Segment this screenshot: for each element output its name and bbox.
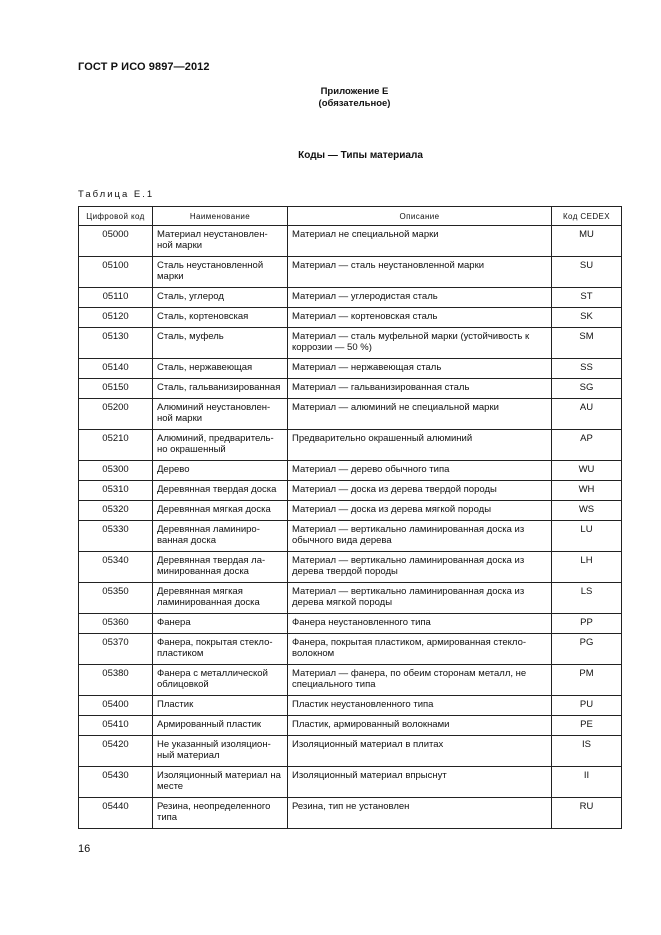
- cell-name: Деревянная мягкая доска: [153, 501, 288, 521]
- cell-description: Фанера, покрытая пластиком, армированная стекло-волокном: [288, 634, 552, 665]
- cell-description: Пластик неустановленного типа: [288, 696, 552, 716]
- cell-cedex: SG: [552, 379, 622, 399]
- cell-description: Материал — вертикально ламинированная доска из дерева твердой породы: [288, 552, 552, 583]
- section-title: Коды — Типы материала: [298, 150, 423, 161]
- cell-code: 05360: [79, 614, 153, 634]
- cell-description: Материал — алюминий не специальной марки: [288, 399, 552, 430]
- cell-description: Материал — доска из дерева мягкой породы: [288, 501, 552, 521]
- cell-code: 05310: [79, 481, 153, 501]
- cell-description: Материал — гальванизированная сталь: [288, 379, 552, 399]
- cell-description: Предварительно окрашенный алюминий: [288, 430, 552, 461]
- cell-name: Не указанный изоляцион-ный материал: [153, 736, 288, 767]
- cell-name: Сталь, гальванизированная: [153, 379, 288, 399]
- cell-description: Материал — дерево обычного типа: [288, 461, 552, 481]
- cell-code: 05320: [79, 501, 153, 521]
- cell-cedex: PP: [552, 614, 622, 634]
- material-codes-table: [78, 206, 622, 829]
- annex-title: Приложение Е: [320, 86, 389, 97]
- table-row: [79, 359, 622, 379]
- document-header-standard: ГОСТ Р ИСО 9897—2012: [78, 61, 210, 73]
- cell-description: Материал — нержавеющая сталь: [288, 359, 552, 379]
- table-row: [79, 798, 622, 829]
- table-row: [79, 736, 622, 767]
- cell-name: Алюминий, предваритель-но окрашенный: [153, 430, 288, 461]
- table-header-row: [79, 207, 622, 226]
- cell-cedex: II: [552, 767, 622, 798]
- cell-cedex: PM: [552, 665, 622, 696]
- table-row: [79, 399, 622, 430]
- cell-name: Армированный пластик: [153, 716, 288, 736]
- cell-cedex: PU: [552, 696, 622, 716]
- table-row: [79, 696, 622, 716]
- cell-code: 05100: [79, 257, 153, 288]
- column-header-description: Описание: [288, 207, 552, 226]
- cell-cedex: PG: [552, 634, 622, 665]
- table-row: [79, 430, 622, 461]
- cell-name: Деревянная твердая ла-минированная доска: [153, 552, 288, 583]
- table-row: [79, 665, 622, 696]
- cell-code: 05350: [79, 583, 153, 614]
- cell-cedex: LH: [552, 552, 622, 583]
- table-row: [79, 379, 622, 399]
- table-body: [79, 226, 622, 829]
- table-row: [79, 716, 622, 736]
- cell-description: Материал — доска из дерева твердой породы: [288, 481, 552, 501]
- annex-heading: [24, 86, 661, 110]
- cell-code: 05410: [79, 716, 153, 736]
- cell-code: 05140: [79, 359, 153, 379]
- cell-description: Материал — углеродистая сталь: [288, 288, 552, 308]
- cell-code: 05130: [79, 328, 153, 359]
- cell-code: 05110: [79, 288, 153, 308]
- cell-name: Сталь, нержавеющая: [153, 359, 288, 379]
- cell-description: Материал — сталь неустановленной марки: [288, 257, 552, 288]
- table-row: [79, 257, 622, 288]
- cell-cedex: SM: [552, 328, 622, 359]
- cell-code: 05200: [79, 399, 153, 430]
- page-number: 16: [78, 843, 91, 855]
- cell-name: Деревянная мягкая ламинированная доска: [153, 583, 288, 614]
- table-row: [79, 583, 622, 614]
- cell-name: Фанера, покрытая стекло-пластиком: [153, 634, 288, 665]
- table-row: [79, 226, 622, 257]
- table-row: [79, 501, 622, 521]
- cell-code: 05000: [79, 226, 153, 257]
- cell-name: Сталь, кортеновская: [153, 308, 288, 328]
- column-header-cedex: Код CEDEX: [552, 207, 622, 226]
- table-row: [79, 461, 622, 481]
- table-row: [79, 308, 622, 328]
- cell-name: Сталь, муфель: [153, 328, 288, 359]
- cell-description: Изоляционный материал впрыснут: [288, 767, 552, 798]
- annex-subtitle: (обязательное): [318, 98, 391, 109]
- cell-cedex: WU: [552, 461, 622, 481]
- cell-name: Изоляционный материал на месте: [153, 767, 288, 798]
- column-header-name: Наименование: [153, 207, 288, 226]
- cell-description: Материал — вертикально ламинированная доска из дерева мягкой породы: [288, 583, 552, 614]
- cell-code: 05420: [79, 736, 153, 767]
- cell-description: Изоляционный материал в плитах: [288, 736, 552, 767]
- cell-code: 05370: [79, 634, 153, 665]
- cell-cedex: PE: [552, 716, 622, 736]
- cell-cedex: LU: [552, 521, 622, 552]
- cell-description: Пластик, армированный волокнами: [288, 716, 552, 736]
- cell-name: Сталь, углерод: [153, 288, 288, 308]
- cell-name: Алюминий неустановлен-ной марки: [153, 399, 288, 430]
- cell-code: 05330: [79, 521, 153, 552]
- cell-name: Материал неустановлен-ной марки: [153, 226, 288, 257]
- cell-code: 05400: [79, 696, 153, 716]
- cell-description: Материал — сталь муфельной марки (устойчивость к коррозии — 50 %): [288, 328, 552, 359]
- cell-name: Фанера с металлической облицовкой: [153, 665, 288, 696]
- cell-cedex: WH: [552, 481, 622, 501]
- cell-code: 05210: [79, 430, 153, 461]
- cell-description: Резина, тип не установлен: [288, 798, 552, 829]
- cell-cedex: MU: [552, 226, 622, 257]
- cell-cedex: ST: [552, 288, 622, 308]
- cell-cedex: LS: [552, 583, 622, 614]
- cell-description: Материал не специальной марки: [288, 226, 552, 257]
- table-row: [79, 481, 622, 501]
- table-row: [79, 767, 622, 798]
- cell-name: Деревянная твердая доска: [153, 481, 288, 501]
- table-row: [79, 521, 622, 552]
- table-row: [79, 552, 622, 583]
- cell-cedex: SU: [552, 257, 622, 288]
- cell-code: 05440: [79, 798, 153, 829]
- cell-cedex: SS: [552, 359, 622, 379]
- cell-name: Пластик: [153, 696, 288, 716]
- cell-code: 05430: [79, 767, 153, 798]
- cell-cedex: SK: [552, 308, 622, 328]
- table-row: [79, 614, 622, 634]
- cell-cedex: RU: [552, 798, 622, 829]
- cell-cedex: AP: [552, 430, 622, 461]
- cell-description: Материал — вертикально ламинированная доска из обычного вида дерева: [288, 521, 552, 552]
- cell-description: Материал — фанера, по обеим сторонам металл, не специального типа: [288, 665, 552, 696]
- table-row: [79, 328, 622, 359]
- cell-cedex: IS: [552, 736, 622, 767]
- cell-cedex: AU: [552, 399, 622, 430]
- cell-code: 05300: [79, 461, 153, 481]
- cell-code: 05380: [79, 665, 153, 696]
- cell-description: Фанера неустановленного типа: [288, 614, 552, 634]
- cell-name: Фанера: [153, 614, 288, 634]
- cell-name: Деревянная ламиниро-ванная доска: [153, 521, 288, 552]
- cell-name: Дерево: [153, 461, 288, 481]
- table-row: [79, 634, 622, 665]
- column-header-code: Цифровой код: [79, 207, 153, 226]
- table-label: Таблица Е.1: [78, 189, 155, 200]
- cell-description: Материал — кортеновская сталь: [288, 308, 552, 328]
- cell-name: Сталь неустановленной марки: [153, 257, 288, 288]
- cell-code: 05340: [79, 552, 153, 583]
- table-row: [79, 288, 622, 308]
- cell-code: 05120: [79, 308, 153, 328]
- cell-name: Резина, неопределенного типа: [153, 798, 288, 829]
- cell-code: 05150: [79, 379, 153, 399]
- cell-cedex: WS: [552, 501, 622, 521]
